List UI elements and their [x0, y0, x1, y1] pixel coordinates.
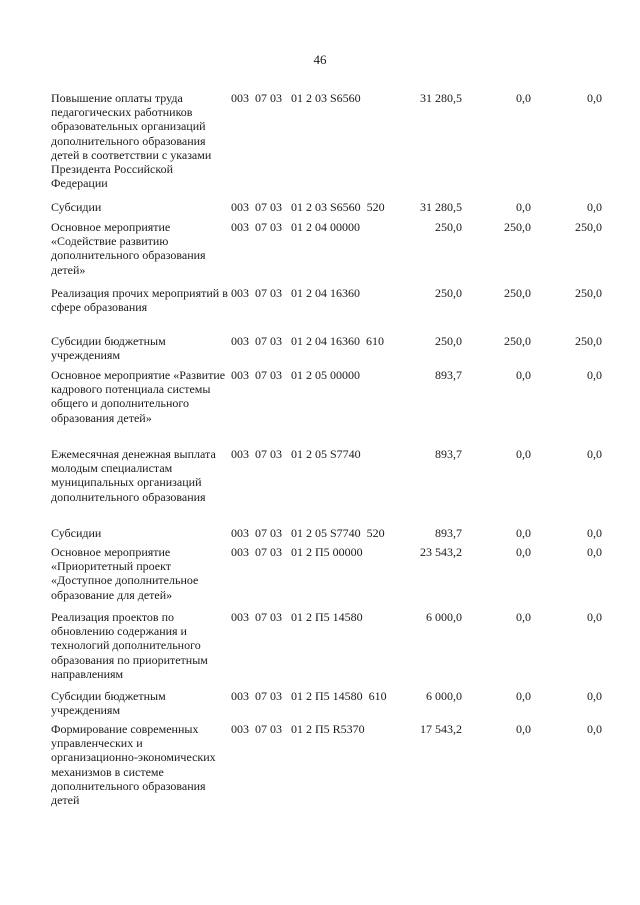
- row-name: Субсидии бюджетным учреждениям: [51, 334, 166, 363]
- row-name: Реализация проектов по обновлению содержания и технологий дополнительного образования по приоритетным направлениям: [51, 610, 208, 681]
- row-value-2: 0,0: [516, 722, 531, 736]
- row-code: 003 07 03 01 2 03 S6560: [231, 91, 361, 105]
- row-value-3: 0,0: [587, 689, 602, 703]
- row-code: 003 07 03 01 2 04 16360: [231, 286, 360, 300]
- row-value-3: 250,0: [575, 220, 602, 234]
- row-code: 003 07 03 01 2 П5 14580: [231, 610, 363, 624]
- row-value-1: 17 543,2: [420, 722, 462, 736]
- row-value-1: 250,0: [435, 286, 462, 300]
- row-value-2: 0,0: [516, 447, 531, 461]
- row-value-1: 6 000,0: [426, 610, 462, 624]
- row-name: Реализация прочих мероприятий в сфере образования: [51, 286, 228, 315]
- row-name: Основное мероприятие «Содействие развитию дополнительного образования детей»: [51, 220, 206, 277]
- row-value-1: 893,7: [435, 447, 462, 461]
- row-value-2: 250,0: [504, 286, 531, 300]
- row-name: Субсидии: [51, 526, 102, 540]
- row-value-3: 0,0: [587, 368, 602, 382]
- row-name: Субсидии: [51, 200, 102, 214]
- row-value-1: 23 543,2: [420, 545, 462, 559]
- row-value-2: 0,0: [516, 689, 531, 703]
- row-value-1: 250,0: [435, 334, 462, 348]
- row-value-2: 0,0: [516, 526, 531, 540]
- page-number: 46: [313, 52, 327, 67]
- row-code: 003 07 03 01 2 05 S7740 520: [231, 526, 385, 540]
- row-value-2: 0,0: [516, 91, 531, 105]
- row-code: 003 07 03 01 2 П5 00000: [231, 545, 363, 559]
- row-name: Основное мероприятие «Приоритетный проект «Доступное дополнительное образование для детей»: [51, 545, 199, 602]
- row-value-2: 0,0: [516, 610, 531, 624]
- row-code: 003 07 03 01 2 04 16360 610: [231, 334, 384, 348]
- row-value-3: 0,0: [587, 200, 602, 214]
- row-value-2: 0,0: [516, 545, 531, 559]
- row-name: Ежемесячная денежная выплата молодым специалистам муниципальных организаций дополнительного образования: [51, 447, 216, 504]
- row-value-1: 6 000,0: [426, 689, 462, 703]
- row-name: Формирование современных управленческих и организационно-экономических механизмов в системе дополнительного образования детей: [51, 722, 216, 808]
- row-code: 003 07 03 01 2 05 00000: [231, 368, 360, 382]
- row-code: 003 07 03 01 2 05 S7740: [231, 447, 361, 461]
- row-value-3: 0,0: [587, 526, 602, 540]
- row-value-3: 0,0: [587, 545, 602, 559]
- row-value-1: 893,7: [435, 526, 462, 540]
- row-value-1: 893,7: [435, 368, 462, 382]
- row-value-3: 0,0: [587, 722, 602, 736]
- row-code: 003 07 03 01 2 04 00000: [231, 220, 360, 234]
- row-value-2: 250,0: [504, 220, 531, 234]
- row-value-3: 250,0: [575, 334, 602, 348]
- row-value-3: 0,0: [587, 91, 602, 105]
- row-name: Основное мероприятие «Развитие кадрового потенциала системы общего и дополнительного образования детей»: [51, 368, 226, 425]
- row-value-1: 250,0: [435, 220, 462, 234]
- row-value-2: 250,0: [504, 334, 531, 348]
- row-code: 003 07 03 01 2 П5 14580 610: [231, 689, 387, 703]
- row-value-3: 0,0: [587, 447, 602, 461]
- row-value-2: 0,0: [516, 200, 531, 214]
- row-value-1: 31 280,5: [420, 200, 462, 214]
- row-value-3: 0,0: [587, 610, 602, 624]
- row-name: Субсидии бюджетным учреждениям: [51, 689, 166, 718]
- row-value-3: 250,0: [575, 286, 602, 300]
- row-value-2: 0,0: [516, 368, 531, 382]
- row-code: 003 07 03 01 2 03 S6560 520: [231, 200, 385, 214]
- row-code: 003 07 03 01 2 П5 R5370: [231, 722, 365, 736]
- row-value-1: 31 280,5: [420, 91, 462, 105]
- row-name: Повышение оплаты труда педагогических работников образовательных организаций дополнительного образования детей в соответствии с указами Президента Российской Федерации: [51, 91, 212, 191]
